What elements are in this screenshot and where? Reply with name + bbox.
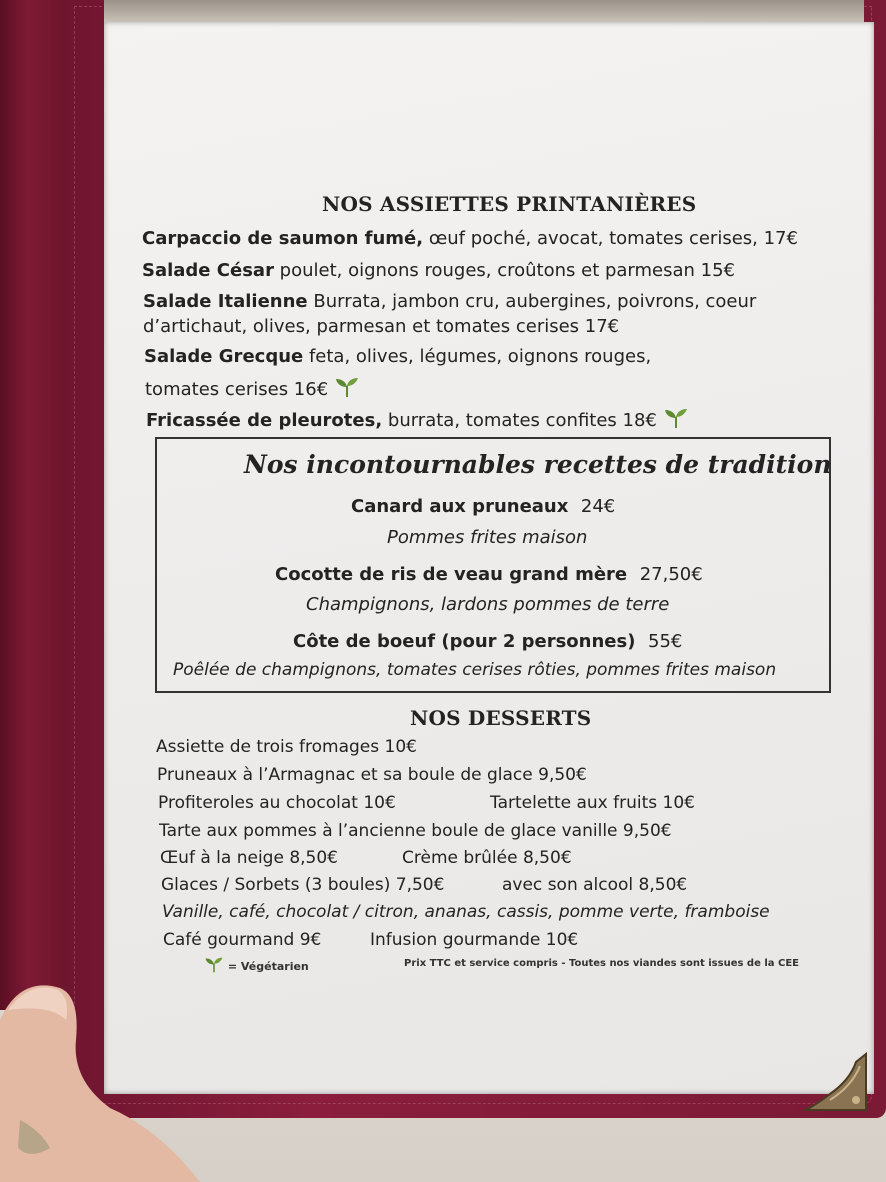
menu-item-salade-cesar: Salade César poulet, oignons rouges, croûtons et parmesan 15€ (142, 260, 736, 281)
menu-item-carpaccio: Carpaccio de saumon fumé, œuf poché, avocat, tomates cerises, 17€ (142, 228, 798, 249)
dessert-infusion: Infusion gourmande 10€ (370, 930, 579, 950)
dessert-creme-brulee: Crème brûlée 8,50€ (402, 848, 572, 868)
spring-section-title: NOS ASSIETTES PRINTANIÈRES (322, 192, 697, 216)
dish-cocotte: Cocotte de ris de veau grand mère 27,50€ (275, 564, 703, 585)
dish-canard-desc: Pommes frites maison (387, 527, 588, 548)
metal-corner-icon (800, 1050, 870, 1116)
menu-item-fricassee: Fricassée de pleurotes, burrata, tomates confites 18€ (146, 407, 689, 431)
dish-cocotte-desc: Champignons, lardons pommes de terre (306, 594, 670, 615)
vegetarian-legend: = Végétarien (204, 956, 309, 973)
sprout-icon (334, 376, 360, 398)
dessert-fromages: Assiette de trois fromages 10€ (156, 737, 417, 757)
dessert-flavors: Vanille, café, chocolat / citron, ananas, cassis, pomme verte, framboise (162, 902, 770, 922)
dish-canard: Canard aux pruneaux 24€ (351, 496, 616, 517)
dessert-profiteroles: Profiteroles au chocolat 10€ (158, 793, 396, 813)
dessert-pruneaux: Pruneaux à l’Armagnac et sa boule de glace 9,50€ (157, 765, 587, 785)
dessert-tarte-pommes: Tarte aux pommes à l’ancienne boule de glace vanille 9,50€ (159, 821, 672, 841)
dessert-glaces: Glaces / Sorbets (3 boules) 7,50€ (161, 875, 445, 895)
menu-item-salade-grecque: Salade Grecque feta, olives, légumes, oignons rouges, (144, 346, 652, 367)
hand-thumb (0, 980, 210, 1182)
dessert-alcool: avec son alcool 8,50€ (502, 875, 688, 895)
price-note: Prix TTC et service compris - Toutes nos viandes sont issues de la CEE (404, 958, 799, 969)
menu-item-salade-grecque-line2: tomates cerises 16€ (145, 376, 360, 400)
menu-item-salade-italienne: Salade Italienne Burrata, jambon cru, aubergines, poivrons, coeur (143, 291, 757, 312)
dish-cote-de-boeuf: Côte de boeuf (pour 2 personnes) 55€ (293, 631, 683, 652)
dessert-cafe-gourmand: Café gourmand 9€ (163, 930, 322, 950)
dish-cote-de-boeuf-desc: Poêlée de champignons, tomates cerises rôties, pommes frites maison (173, 660, 777, 680)
plastic-sleeve-top (104, 0, 864, 22)
dessert-oeuf-neige: Œuf à la neige 8,50€ (160, 848, 338, 868)
tradition-section-title: Nos incontournables recettes de tradition (244, 450, 832, 479)
dessert-tartelette: Tartelette aux fruits 10€ (490, 793, 695, 813)
sprout-icon (663, 407, 689, 429)
sprout-icon (204, 956, 224, 973)
desserts-section-title: NOS DESSERTS (410, 706, 592, 730)
menu-item-salade-italienne-line2: d’artichaut, olives, parmesan et tomates cerises 17€ (143, 316, 620, 337)
